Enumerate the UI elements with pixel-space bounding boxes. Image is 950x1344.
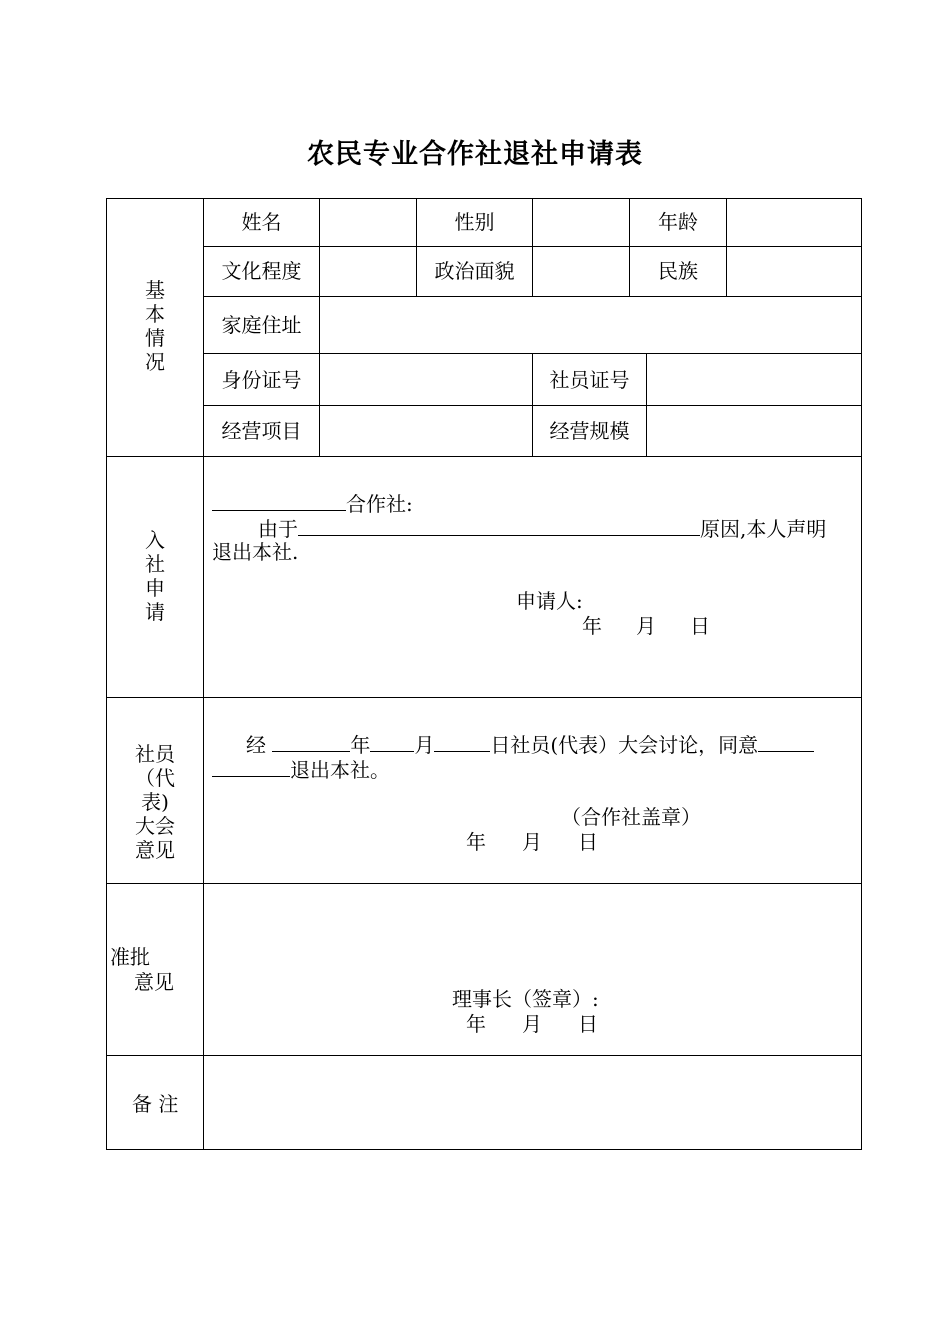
chair-signature-label: 理事长（签章）: [452, 987, 599, 1011]
address-label: 家庭住址 [221, 313, 302, 337]
table-border-bottom [106, 1149, 862, 1150]
id-number-label: 身份证号 [221, 368, 302, 392]
scale-field[interactable] [647, 406, 861, 456]
name-field[interactable] [320, 199, 416, 246]
member-id-label: 社员证号 [549, 368, 630, 392]
section-label-basic: 基 本 情 况 [145, 278, 165, 374]
member-name-blank-cont[interactable] [212, 756, 290, 777]
label-column-divider [203, 198, 204, 1150]
assembly-line-1: 经 年 月 日社员(代表）大会讨论，同意 [246, 731, 814, 757]
member-name-blank[interactable] [758, 731, 814, 752]
reason-line: 由于 原因,本人声明 [258, 517, 827, 541]
section-divider [106, 883, 862, 884]
politics-field[interactable] [533, 247, 629, 296]
member-id-field[interactable] [647, 354, 861, 405]
education-label: 文化程度 [221, 259, 302, 283]
section-label-assembly: 社员 （代表) 大会 意见 [135, 742, 175, 862]
id-number-field[interactable] [320, 354, 532, 405]
coop-name-line: 合作社: [212, 490, 413, 516]
form-table [106, 198, 862, 1150]
coop-name-blank[interactable] [212, 490, 346, 511]
section-label-application: 入 社 申 请 [145, 528, 165, 624]
address-field[interactable] [320, 297, 861, 353]
education-field[interactable] [320, 247, 416, 296]
section-label-remarks: 备 注 [132, 1092, 179, 1116]
age-label: 年龄 [658, 210, 698, 234]
section-label-approval-2: 意见 [134, 970, 174, 994]
assembly-line-2: 退出本社。 [212, 756, 390, 782]
table-border-left [106, 198, 107, 1150]
meeting-year-blank[interactable] [272, 731, 350, 752]
business-label: 经营项目 [221, 419, 302, 443]
reason-line-2: 退出本社. [212, 540, 299, 564]
age-field[interactable] [727, 199, 861, 246]
approval-date: 年 月 日 [466, 1012, 598, 1036]
ethnicity-field[interactable] [727, 247, 861, 296]
section-divider [106, 697, 862, 698]
ethnicity-label: 民族 [658, 259, 698, 283]
table-border-right [861, 198, 862, 1150]
page-title: 农民专业合作社退社申请表 [307, 139, 643, 170]
meeting-day-blank[interactable] [434, 731, 490, 752]
application-date: 年 月 日 [582, 614, 710, 638]
gender-label: 性别 [454, 210, 495, 234]
scale-label: 经营规模 [549, 419, 630, 443]
politics-label: 政治面貌 [434, 259, 515, 283]
seal-label: （合作社盖章） [561, 805, 701, 829]
name-label: 姓名 [241, 210, 282, 234]
business-field[interactable] [320, 406, 532, 456]
remarks-field[interactable] [204, 1056, 861, 1149]
section-label-approval-1: 准批 [110, 945, 150, 969]
applicant-label: 申请人: [516, 589, 583, 613]
assembly-date: 年 月 日 [466, 830, 598, 854]
meeting-month-blank[interactable] [370, 731, 414, 752]
section-divider [106, 456, 862, 457]
reason-blank[interactable] [298, 515, 700, 536]
gender-field[interactable] [533, 199, 629, 246]
